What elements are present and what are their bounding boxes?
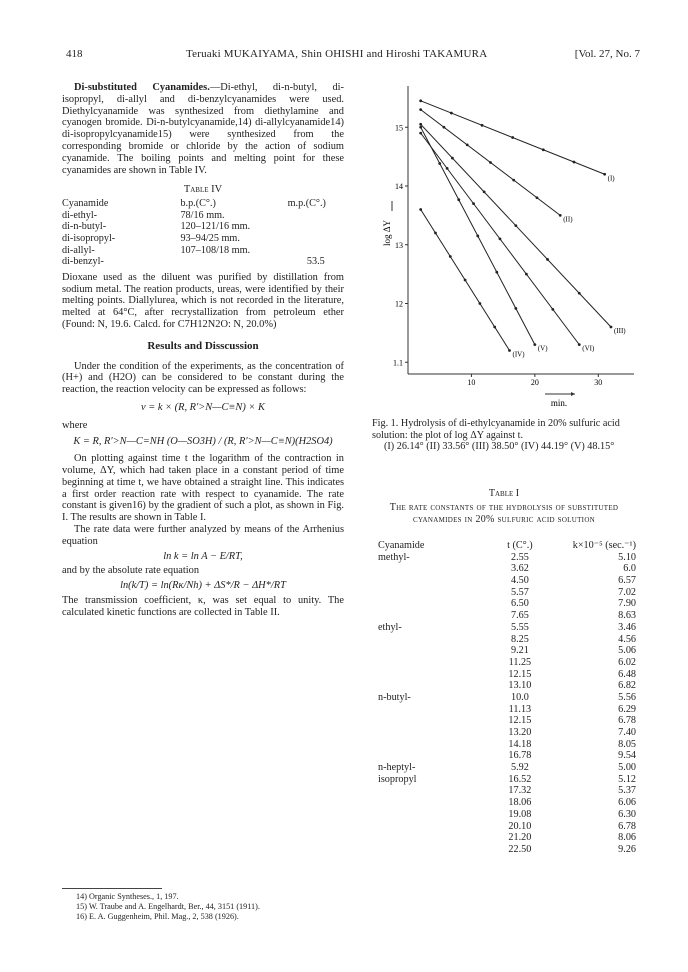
table-cell: 10.0 <box>510 691 529 703</box>
table-row <box>378 832 636 844</box>
table-row <box>378 563 636 575</box>
table-cell: 7.40 <box>618 727 636 738</box>
table-cell: 53.5 <box>306 256 325 268</box>
table-row <box>378 669 636 681</box>
series-label: (I) <box>607 174 615 183</box>
page-number: 418 <box>66 48 83 60</box>
data-point <box>466 143 469 146</box>
table-cell <box>378 669 481 681</box>
table-cell: 9.21 <box>510 645 529 657</box>
table-row <box>378 715 636 727</box>
table-cell: 8.25 <box>510 633 529 645</box>
data-point <box>419 132 422 135</box>
table-cell: 6.57 <box>618 575 636 587</box>
table-cell: 12.15 <box>508 715 532 727</box>
table-cell <box>378 645 481 657</box>
table-cell <box>378 785 481 797</box>
table-cell: 6.48 <box>618 668 636 680</box>
cyanamides-text: —Di-ethyl, di-n-butyl, di-isopropyl, di-allyl and di-benzylcyanamides were used. Diethylcyanamide was synthesized from diethylamine and cyanogen bromide. Di-n-butylcyanamide,14) di-allylcyanamide14) di-isopropylcyanamide15) were synthesized from the corresponding bromide or chloride by the action of sodium cyanamide. The boiling points and melting point for these cyanamides are shown in Table IV. <box>62 82 344 176</box>
data-point <box>419 123 422 126</box>
table-cell <box>378 832 481 844</box>
table-cell: 8.06 <box>618 832 636 844</box>
table-row <box>378 645 636 657</box>
table-cell: 11.25 <box>508 656 532 668</box>
table-cell: 3.46 <box>618 621 636 633</box>
data-point <box>419 126 422 129</box>
left-column <box>62 82 344 619</box>
table-row <box>62 233 344 245</box>
table-cell: 5.92 <box>510 762 529 774</box>
table-cell <box>378 704 481 716</box>
table-cell <box>378 844 481 856</box>
table-cell: 7.02 <box>618 586 636 598</box>
absolute-rate-paragraph: and by the absolute rate equation <box>62 565 200 577</box>
table-row <box>378 575 636 587</box>
data-point <box>578 343 581 346</box>
table-cell <box>378 587 481 599</box>
table-row <box>378 634 636 646</box>
table-row <box>378 762 636 774</box>
table-row <box>378 797 636 809</box>
table-row <box>378 622 636 634</box>
table-cell: 18.06 <box>508 797 532 809</box>
table-cell <box>378 797 481 809</box>
footnote: 15) W. Traube and A. Engelhardt, Ber., 44, 3151 (1911). <box>76 901 260 911</box>
table-cell: 3.62 <box>510 563 529 575</box>
table-cell: 19.08 <box>508 808 532 820</box>
table-header: b.p.(C°.) <box>180 198 216 210</box>
table-header-row <box>62 198 344 210</box>
table-iv <box>62 198 344 268</box>
table-row <box>378 552 636 564</box>
table-row <box>378 821 636 833</box>
data-point <box>478 302 481 305</box>
table-row <box>378 774 636 786</box>
data-point <box>419 108 422 111</box>
table-cell: 6.82 <box>618 680 636 692</box>
data-point <box>489 161 492 164</box>
figure-caption <box>372 418 640 453</box>
y-axis-label: log ΔY <box>382 219 392 247</box>
table-cell: di-n-butyl- <box>62 221 107 233</box>
table-cell <box>378 739 481 751</box>
series-label: (V) <box>537 344 548 353</box>
data-point <box>450 112 453 115</box>
data-point <box>499 237 502 240</box>
data-point <box>438 162 441 165</box>
table-cell <box>288 233 344 245</box>
table-cell: 16.78 <box>508 750 532 762</box>
footnotes <box>76 888 346 921</box>
footnote: 14) Organic Syntheses., 1, 197. <box>76 892 179 901</box>
table-cell <box>378 715 481 727</box>
x-tick-label: 30 <box>594 378 603 387</box>
table-row <box>378 785 636 797</box>
table-cell: 6.02 <box>618 656 636 668</box>
arrhenius-equation: ln k = ln A − E/RT, <box>163 550 243 562</box>
transmission-paragraph: The transmission coefficient, κ, was set equal to unity. The calculated kinetic functions are collected in Table II. <box>62 595 344 618</box>
running-header <box>66 48 640 64</box>
table-cell: 107–108/18 mm. <box>180 244 251 256</box>
table-cell: 5.10 <box>618 551 636 563</box>
table-cell: 5.56 <box>618 691 636 703</box>
data-point <box>573 161 576 164</box>
data-point <box>493 326 496 329</box>
cyanamides-paragraph <box>62 82 344 176</box>
where-label: where <box>62 419 88 431</box>
table-cell: di-isopropyl- <box>62 232 116 244</box>
table-row <box>378 610 636 622</box>
table-cell <box>288 221 344 233</box>
data-point <box>449 255 452 258</box>
data-point <box>578 292 581 295</box>
y-tick-label: 14 <box>395 182 403 191</box>
table-cell: 8.63 <box>618 610 636 622</box>
table-cell <box>378 610 481 622</box>
table-cell: 4.56 <box>618 633 636 645</box>
table-header: Cyanamide <box>62 198 109 210</box>
data-point <box>525 273 528 276</box>
data-point <box>495 271 498 274</box>
table-cell: 6.78 <box>618 820 636 832</box>
table-row <box>62 245 344 257</box>
data-point <box>508 349 511 352</box>
table-cell: 5.55 <box>510 621 529 633</box>
table-cell <box>378 575 481 587</box>
data-point <box>476 235 479 238</box>
table-cell <box>378 809 481 821</box>
x-tick-label: 10 <box>467 378 476 387</box>
table-cell <box>378 750 481 762</box>
table-row <box>378 680 636 692</box>
section-title: Results and Disscussion <box>147 339 259 352</box>
table-cell <box>180 256 287 268</box>
figure-caption-text: Fig. 1. Hydrolysis of di-ethylcyanamide in 20% sulfuric acid solution: the plot of log ΔY against t. <box>372 418 620 441</box>
table-cell: 12.15 <box>508 668 532 680</box>
table-header-row <box>378 540 636 552</box>
data-point <box>542 148 545 151</box>
table-cell <box>288 245 344 257</box>
table-cell: 11.13 <box>508 703 532 715</box>
volume-info: [Vol. 27, No. 7 <box>574 48 640 60</box>
x-tick-label: 20 <box>530 378 539 387</box>
series-label: (II) <box>563 215 573 224</box>
table-cell: di-ethyl- <box>62 209 98 221</box>
table-cell: 93–94/25 mm. <box>180 232 240 244</box>
table-cell: 8.05 <box>618 738 636 750</box>
table-cell: 78/16 mm. <box>180 209 225 221</box>
table-i-label: Table I <box>488 488 520 499</box>
footnote-rule <box>62 888 162 889</box>
arrhenius-paragraph: The rate data were further analyzed by means of the Arrhenius equation <box>62 524 344 547</box>
table-i-heading <box>368 488 640 525</box>
data-point <box>514 307 517 310</box>
cyanamides-heading: Di-substituted Cyanamides. <box>74 82 210 93</box>
y-tick-label: 13 <box>395 240 403 250</box>
table-cell: 13.20 <box>508 727 532 738</box>
log-dy-chart <box>368 82 640 412</box>
table-cell <box>378 821 481 833</box>
table-cell <box>378 563 481 575</box>
table-cell: n-butyl- <box>378 691 411 703</box>
table-cell: 120–121/16 mm. <box>180 221 251 233</box>
data-point <box>472 202 475 205</box>
data-point <box>546 258 549 261</box>
table-cell: 5.12 <box>618 773 636 785</box>
series-label: (VI) <box>582 344 595 353</box>
k-equation: K = R, R′>N—C=NH (O—SO3H) / (R, R′>N—C≡N)(H2SO4) <box>73 435 333 447</box>
table-cell: 14.18 <box>508 738 532 750</box>
data-point <box>451 157 454 160</box>
table-cell: 9.26 <box>618 843 636 855</box>
table-cell: 9.54 <box>618 750 636 762</box>
table-cell: 17.32 <box>508 785 532 797</box>
table-cell: 2.55 <box>510 551 529 563</box>
absolute-rate-equation: ln(k/T) = ln(Rκ/Nh) + ΔS*/R − ΔH*/RT <box>120 580 286 592</box>
footnote: 16) E. A. Guggenheim, Phil. Mag., 2, 538 (1926). <box>76 911 239 921</box>
data-point <box>512 179 515 182</box>
table-cell: 5.06 <box>618 645 636 657</box>
y-tick-label: 1.1 <box>393 358 403 368</box>
plotting-paragraph: On plotting against time t the logarithm of the contraction in volume, ΔY, which had taken place in a constant period of time beginning at time t, we have obtained a straight line. This indicates a first order reaction rate with respect to cyanamide. The rate constant is given16) by the gradient of such a plot, as shown in Fig. I. The results are shown in Table I. <box>62 453 344 524</box>
table-row <box>378 598 636 610</box>
figure-1 <box>368 82 640 412</box>
table-cell: 4.50 <box>510 575 529 587</box>
data-point <box>434 232 437 235</box>
data-point <box>603 173 606 176</box>
table-header: k×10⁻⁵ (sec.⁻¹) <box>572 540 636 552</box>
table-cell <box>378 598 481 610</box>
table-cell: 20.10 <box>508 820 532 832</box>
table-cell: di-allyl- <box>62 244 95 256</box>
table-cell <box>378 727 481 739</box>
data-point <box>610 326 613 329</box>
table-row <box>378 692 636 704</box>
table-i-title: The rate constants of the hydrolysis of substituted cyanamides in 20% sulfuric acid solution <box>389 502 619 525</box>
dioxane-paragraph: Dioxane used as the diluent was purified by distillation from sodium metal. The reation products, ureas, were identified by their melting points. Diallylurea, which is not recorded in the literature, melted at 64°C, after recrystallization from petroleum ether (Found: N, 19.6. Calcd. for C7H12N2O: N, 20.0%) <box>62 271 344 330</box>
series-label: (IV) <box>512 350 525 359</box>
table-row <box>378 727 636 739</box>
table-cell: 6.06 <box>618 797 636 809</box>
table-row <box>62 221 344 233</box>
table-cell <box>378 634 481 646</box>
table-cell: 21.20 <box>508 832 532 844</box>
table-cell <box>378 680 481 692</box>
y-tick-label: 12 <box>395 299 403 309</box>
data-point <box>419 208 422 211</box>
table-header: Cyanamide <box>378 540 425 552</box>
data-point <box>559 214 562 217</box>
table-cell: ethyl- <box>378 621 402 633</box>
data-point <box>533 343 536 346</box>
condition-paragraph: Under the condition of the experiments, as the concentration of (H+) and (H2O) can be considered to be constant during the reaction, the reaction velocity can be expressed as follows: <box>62 360 344 396</box>
series-label: (III) <box>613 327 626 335</box>
table-cell: 13.10 <box>508 680 532 692</box>
table-row <box>378 809 636 821</box>
table-cell: 22.50 <box>508 843 532 855</box>
data-point <box>446 167 449 170</box>
table-row <box>378 844 636 856</box>
table-row <box>62 256 344 268</box>
x-axis-label: min. <box>550 398 568 408</box>
table-cell <box>378 657 481 669</box>
table-cell: 7.90 <box>618 598 636 610</box>
figure-caption-temps: (I) 26.14° (II) 33.56° (III) 38.50° (IV) 44.19° (V) 48.15° <box>384 441 615 453</box>
table-cell: 6.50 <box>510 598 529 610</box>
table-cell: methyl- <box>378 551 410 563</box>
velocity-equation: v = k × (R, R′>N—C≡N) × K <box>141 401 265 413</box>
table-iv-title: Table IV <box>183 184 223 196</box>
y-tick-label: 15 <box>395 123 403 133</box>
data-point <box>483 190 486 193</box>
data-point <box>481 124 484 127</box>
data-point <box>443 126 446 129</box>
x-axis-arrowhead <box>571 392 575 396</box>
running-authors: Teruaki MUKAIYAMA, Shin OHISHI and Hiroshi TAKAMURA <box>186 48 488 60</box>
table-row <box>378 587 636 599</box>
data-point <box>419 99 422 102</box>
data-point <box>514 224 517 227</box>
table-row <box>378 739 636 751</box>
table-row <box>378 750 636 762</box>
table-row <box>378 704 636 716</box>
data-point <box>457 198 460 201</box>
table-cell <box>288 210 344 222</box>
table-cell: 5.00 <box>618 762 636 774</box>
table-cell: n-heptyl- <box>378 762 416 774</box>
table-header: t (C°.) <box>507 540 533 552</box>
data-point <box>536 196 539 199</box>
table-cell: 6.29 <box>618 703 636 715</box>
table-cell: 5.57 <box>510 586 529 598</box>
table-row <box>62 210 344 222</box>
table-cell: 6.30 <box>618 808 636 820</box>
table-cell: 6.0 <box>623 563 636 575</box>
table-header: m.p.(C°.) <box>287 198 326 210</box>
table-i <box>378 540 636 856</box>
table-cell: 6.78 <box>618 715 636 727</box>
table-cell: 5.37 <box>618 785 636 797</box>
data-point <box>511 136 514 139</box>
data-point <box>551 308 554 311</box>
table-cell: di-benzyl- <box>62 256 104 268</box>
data-point <box>464 279 467 282</box>
table-cell: 7.65 <box>510 610 529 622</box>
table-row <box>378 657 636 669</box>
table-cell: 16.52 <box>508 773 532 785</box>
table-cell: isopropyl <box>378 773 417 785</box>
